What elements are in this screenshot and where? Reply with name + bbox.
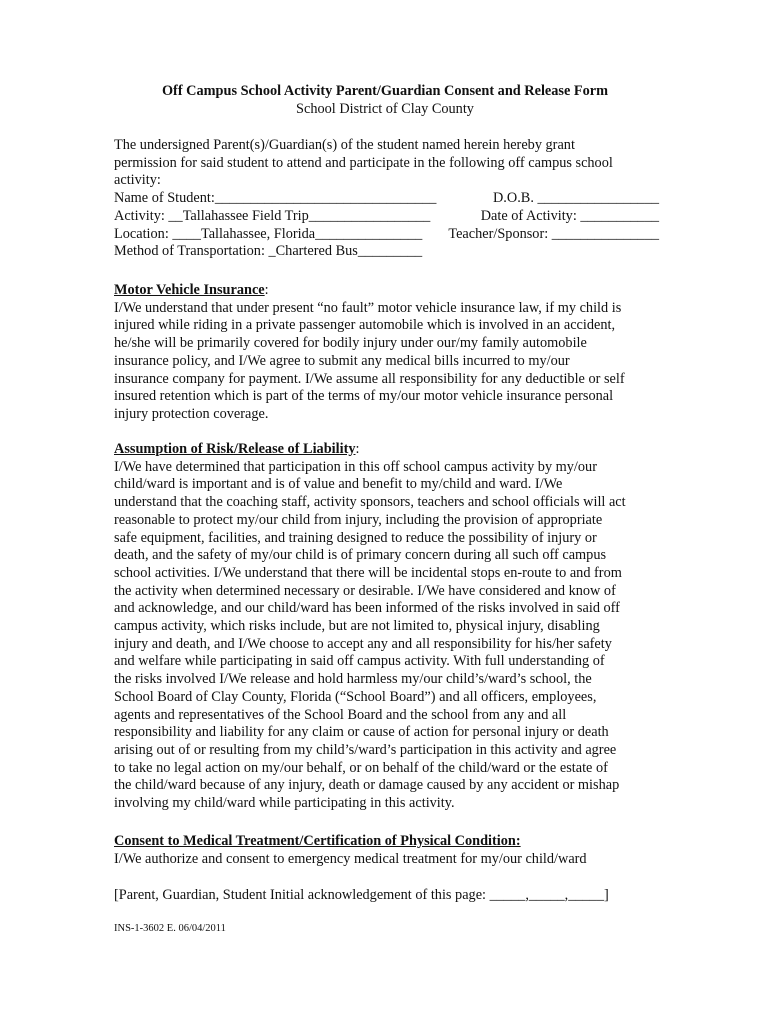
risk-line: reasonable to protect my/our child from injury, including the provision of appropriate: [114, 511, 603, 528]
risk-line: the risks involved I/We release and hold harmless my/our child’s/ward’s school, the: [114, 671, 592, 688]
risk-line: injury and death, and I/We choose to accept any and all responsibility for his/her safety: [114, 635, 612, 652]
initials-line[interactable]: [Parent, Guardian, Student Initial acknowledgement of this page: _____,_____,_____]: [114, 887, 609, 903]
form-code: INS-1-3602 E. 06/04/2011: [114, 923, 226, 934]
medical-section: [114, 833, 659, 868]
insurance-line: insurance policy, and I/We agree to submit any medical bills incurred to my/our: [114, 352, 570, 369]
form-title: Off Campus School Activity Parent/Guardian Consent and Release Form: [161, 83, 609, 99]
insurance-heading: Motor Vehicle Insurance: [114, 282, 265, 298]
initials-acknowledgement: [114, 887, 659, 905]
risk-line: and welfare while participating in said off campus activity. With full understanding of: [114, 653, 605, 670]
risk-line: death, and the safety of my/our child is of primary concern during all such off campus: [114, 547, 607, 564]
risk-line: responsibility and liability for any claim or cause of action for personal injury or death: [114, 724, 609, 741]
insurance-line: I/We understand that under present “no fault” motor vehicle insurance law, if my child is: [114, 299, 622, 316]
risk-line: the child/ward because of any injury, death or damage caused by any accident or mishap: [114, 777, 620, 794]
intro-line: permission for said student to attend and participate in the following off campus school: [114, 154, 613, 171]
risk-section: Assumption of Risk/Release of Liability: I/We have determined that participation in this off school campus activity by my/our child/ward is important and is of value and benefit to my/child and ward. I/We understand that the coaching staff, activity sponsors, teachers and school officials will act reasonable to protect my/our child from injury, including the provision of appropriate safe equipment, facilities, and training designed to reduce the possibility of injury or death, and the safety of my/our child is of primary concern during all such off campus school activities. I/We understand that there will be incidental stops en-route to and from the activity when determined necessary or desirable. I/We have considered and know of and acknowledge, and our child/ward has been informed of the risks involved in said off campus activity, which risks include, but are not limited to, physical injury, disabling injury and death, and I/We choose to accept any and all responsibility for his/her safety and welfare while participating in said off campus activity. With full understanding of the risks involved I/We release and hold harmless my/our child’s/ward’s school, the School Board of Clay County, Florida (“School Board”) and all officers, employees, agents and representatives of the School Board and the school from any and all responsibility and liability for any claim or cause of action for personal injury or death arising out of or resulting from my child’s/ward’s participation in this activity and agree to take no legal action on my/our behalf, or on behalf of the child/ward or the estate of the child/ward because of any injury, death or damage caused by any accident or mishap involving my child/ward while participating in this activity.: [114, 441, 659, 813]
intro-line: activity:: [114, 172, 161, 189]
risk-line: child/ward is important and is of value and benefit to my/child and ward. I/We: [114, 476, 563, 493]
transportation-field[interactable]: Method of Transportation: _Chartered Bus_________: [114, 243, 423, 260]
dob-field[interactable]: D.O.B. _________________: [492, 190, 659, 207]
risk-line: I/We have determined that participation in this off school campus activity by my/our: [114, 458, 597, 475]
intro-paragraph: [114, 137, 659, 261]
insurance-section: Motor Vehicle Insurance: I/We understand that under present “no fault” motor vehicle insurance law, if my child is injured while riding in a private passenger automobile which is involved in an accident, he/she will be primarily covered for bodily injury under our/my family automobile insurance policy, and I/We agree to submit any medical bills incurred to my/our insurance company for payment. I/We assume all responsibility for any deductible or self insured retention which is part of the terms of my/our motor vehicle insurance personal injury protection coverage.: [114, 282, 659, 424]
risk-line: to take no legal action on my/our behalf, or on behalf of the child/ward or the estate of: [114, 759, 608, 776]
teacher-sponsor-field[interactable]: Teacher/Sponsor: _______________: [448, 225, 659, 242]
risk-line: school activities. I/We understand that there will be incidental stops en-route to and from: [114, 564, 622, 581]
insurance-line: he/she will be primarily covered for bodily injury under our/my family automobile: [114, 335, 587, 352]
risk-line: understand that the coaching staff, activity sponsors, teachers and school officials will act: [114, 494, 626, 511]
medical-line: I/We authorize and consent to emergency medical treatment for my/our child/ward: [114, 850, 587, 867]
risk-line: campus activity, which risks include, but are not limited to, physical injury, disabling: [114, 618, 600, 635]
risk-line: agents and representatives of the School Board and the school from any and all: [114, 706, 567, 723]
medical-heading: Consent to Medical Treatment/Certification of Physical Condition:: [114, 833, 521, 849]
activity-row: [114, 208, 659, 226]
risk-line: School Board of Clay County, Florida (“School Board”) and all officers, employees,: [114, 688, 597, 705]
risk-line: and acknowledge, and our child/ward has been informed of the risks involved in said off: [114, 600, 620, 617]
risk-line: involving my child/ward while participating in this activity.: [114, 795, 455, 812]
student-row: [114, 190, 659, 208]
district-name: School District of Clay County: [296, 101, 474, 117]
risk-line: the activity when determined necessary or desirable. I/We have considered and know of: [114, 582, 616, 599]
activity-date-field[interactable]: Date of Activity: ___________: [480, 207, 659, 224]
risk-line: safe equipment, facilities, and training designed to reduce the possibility of injury or: [114, 529, 597, 546]
insurance-line: injured while riding in a private passenger automobile which is involved in an accident,: [114, 317, 616, 334]
activity-field[interactable]: Activity: __Tallahassee Field Trip_________________: [114, 207, 431, 224]
insurance-line: injury protection coverage.: [114, 405, 269, 422]
insurance-line: insurance company for payment. I/We assume all responsibility for any deductible or self: [114, 370, 625, 387]
location-row: [114, 226, 659, 244]
risk-heading: Assumption of Risk/Release of Liability: [114, 441, 356, 457]
insurance-line: insured retention which is part of the terms of my/our motor vehicle insurance personal: [114, 388, 614, 405]
risk-line: arising out of or resulting from my child’s/ward’s participation in this activity and agree: [114, 741, 617, 758]
intro-line: The undersigned Parent(s)/Guardian(s) of the student named herein hereby grant: [114, 137, 575, 153]
student-name-field[interactable]: Name of Student:_______________________________: [114, 190, 437, 207]
location-field[interactable]: Location: ____Tallahassee, Florida_______________: [114, 225, 423, 242]
